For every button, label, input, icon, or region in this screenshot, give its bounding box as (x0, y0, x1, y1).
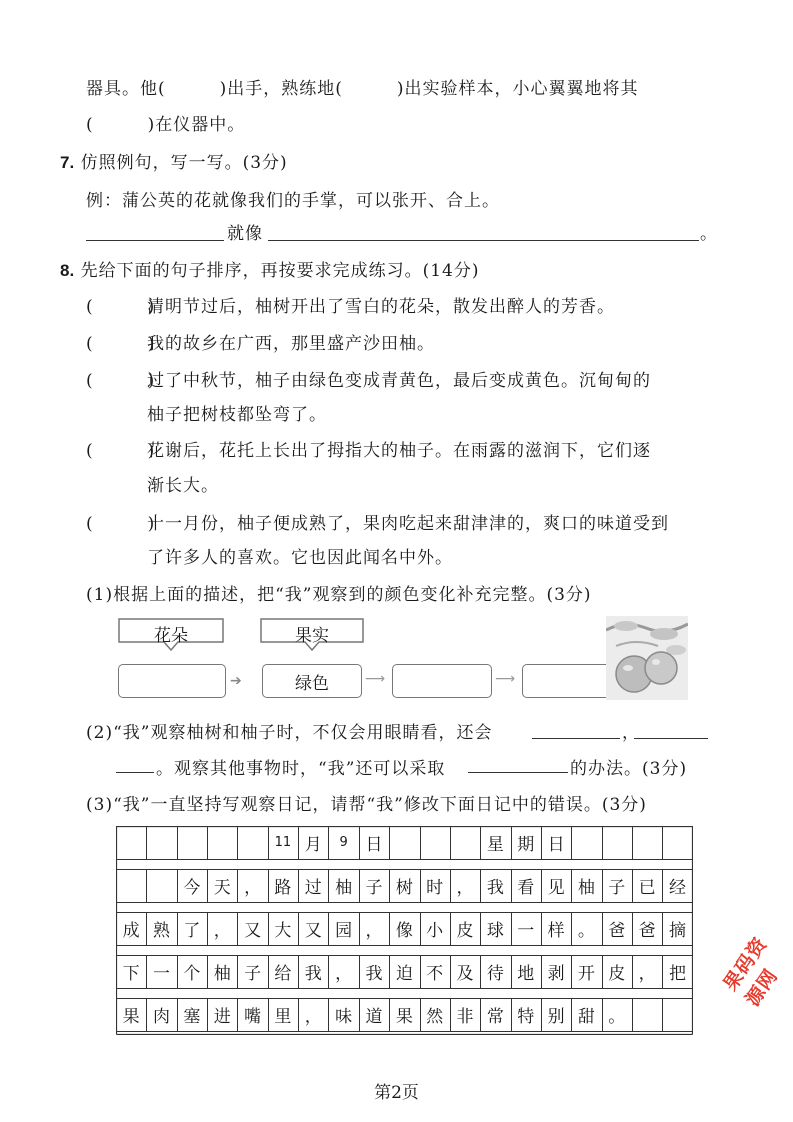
q8-heading (60, 256, 480, 281)
diary-cell: 球 (486, 921, 504, 941)
diary-cell (116, 826, 146, 859)
diary-cell: 期 (517, 835, 535, 855)
diary-cell: 树 (395, 878, 413, 898)
sub2-blank-3[interactable] (116, 772, 154, 773)
diary-cell (237, 826, 267, 859)
diary-cell: 特 (517, 1007, 535, 1027)
q6-line-1: 器具。他( )出手，熟练地( )出实验样本，小心翼翼地将其 (86, 79, 639, 99)
diary-cell: ， (638, 964, 656, 984)
diary-cell: 下 (122, 964, 140, 984)
diary-cell: 看 (517, 878, 535, 898)
diary-cell: 非 (456, 1007, 474, 1027)
q7-blank-1[interactable] (86, 240, 224, 241)
q8-order-bracket[interactable]: ( ) (86, 514, 156, 534)
sub2-blank-1[interactable] (532, 738, 620, 739)
diary-cell: ， (244, 878, 262, 898)
diary-cell (207, 826, 237, 859)
diary-cell: 摘 (668, 921, 686, 941)
sub2-blank-2[interactable] (634, 738, 708, 739)
diary-cell: 时 (426, 878, 444, 898)
q8-item-1: 清明节过后，柚树开出了雪白的花朵，散发出醉人的芳香。 (147, 297, 615, 317)
q8-order-bracket[interactable]: ( ) (86, 334, 156, 354)
diary-cell: 今 (183, 878, 201, 898)
diary-cell: 熟 (153, 921, 171, 941)
diary-cell: 柚 (577, 878, 595, 898)
diary-cell: 皮 (456, 921, 474, 941)
arrow-icon: ⟶ (365, 671, 386, 687)
q7-blank-2[interactable] (268, 240, 699, 241)
diary-cell: 甜 (577, 1007, 595, 1027)
diary-cell: 。 (608, 1007, 626, 1027)
q8-item-3-cont: 柚子把树枝都坠弯了。 (147, 405, 327, 425)
q8-item-4-cont: 渐长大。 (147, 476, 219, 496)
diary-cell: 皮 (608, 964, 626, 984)
green-label: 绿色 (295, 673, 329, 694)
q7-heading (60, 148, 288, 173)
sub2-blank-4[interactable] (468, 772, 568, 773)
diary-cell: ， (304, 1007, 322, 1027)
diary-cell: 进 (213, 1007, 231, 1027)
diary-cell (146, 826, 176, 859)
diary-cell: 地 (517, 964, 535, 984)
diary-cell: 开 (577, 964, 595, 984)
diary-cell (146, 869, 176, 902)
color-box-green (262, 664, 362, 698)
diary-cell: ， (213, 921, 231, 941)
diary-cell: 常 (486, 1007, 504, 1027)
diary-cell: 月 (304, 835, 322, 855)
diary-cell: 爸 (608, 921, 626, 941)
fruit-label: 果实 (295, 625, 329, 646)
fruit-tag (260, 618, 364, 648)
q6-line-2: ( )在仪器中。 (86, 115, 246, 135)
diary-cell: 了 (183, 921, 201, 941)
diary-grid (116, 826, 693, 1035)
watermark-stamp: 果码资源网 (719, 933, 783, 1011)
diary-cell: 及 (456, 964, 474, 984)
diary-cell: 一 (517, 921, 535, 941)
diary-cell: 我 (304, 964, 322, 984)
diary-cell: 把 (668, 964, 686, 984)
diary-cell (450, 826, 480, 859)
q7-title: 仿照例句，写一写。(3分) (80, 153, 288, 173)
diary-cell: 我 (486, 878, 504, 898)
diary-cell: 小 (426, 921, 444, 941)
diary-cell: 迫 (395, 964, 413, 984)
diary-cell: 肉 (153, 1007, 171, 1027)
diary-cell: 大 (274, 921, 292, 941)
diary-cell: 我 (365, 964, 383, 984)
diary-cell (602, 826, 632, 859)
diary-cell: 又 (304, 921, 322, 941)
q7-example: 例：蒲公英的花就像我们的手掌，可以张开、合上。 (86, 191, 500, 211)
diary-cell: 子 (365, 878, 383, 898)
arrow-icon: ➔ (230, 673, 242, 689)
diary-cell: 像 (395, 921, 413, 941)
diary-cell: 又 (244, 921, 262, 941)
q8-number: 8. (60, 261, 75, 280)
diary-cell: 路 (274, 878, 292, 898)
diary-cell: 道 (365, 1007, 383, 1027)
q8-item-5-cont: 了许多人的喜欢。它也因此闻名中外。 (147, 548, 453, 568)
diary-cell: ， (335, 964, 353, 984)
q8-item-2: 我的故乡在广西，那里盛产沙田柚。 (147, 334, 435, 354)
diary-cell: 子 (608, 878, 626, 898)
q8-order-bracket[interactable]: ( ) (86, 441, 156, 461)
q8-sub2-a: (2)“我”观察柚树和柚子时，不仅会用眼睛看，还会 (86, 723, 493, 743)
diary-cell: 个 (183, 964, 201, 984)
diary-cell: 果 (122, 1007, 140, 1027)
diary-cell: 一 (153, 964, 171, 984)
q8-title: 先给下面的句子排序，再按要求完成练习。(14分) (80, 261, 480, 281)
q8-sub1: (1)根据上面的描述，把“我”观察到的颜色变化补充完整。(3分) (86, 585, 592, 605)
q8-order-bracket[interactable]: ( ) (86, 297, 156, 317)
arrow-icon: ⟶ (495, 671, 516, 687)
diary-cell: 果 (395, 1007, 413, 1027)
diary-cell: 柚 (213, 964, 231, 984)
diary-cell: 里 (274, 1007, 292, 1027)
q8-sub2-c: 的办法。(3分) (570, 759, 688, 779)
q8-item-4: 花谢后，花托上长出了拇指大的柚子。在雨露的滋润下，它们逐 (147, 441, 651, 461)
diary-cell: 柚 (335, 878, 353, 898)
flower-label: 花朵 (154, 625, 188, 646)
q8-sub3: (3)“我”一直坚持写观察日记，请帮“我”修改下面日记中的错误。(3分) (86, 795, 647, 815)
diary-cell: 样 (547, 921, 565, 941)
diary-cell: 塞 (183, 1007, 201, 1027)
diary-cell: 经 (668, 878, 686, 898)
diary-cell (420, 826, 450, 859)
diary-cell: 子 (244, 964, 262, 984)
diary-cell (662, 998, 692, 1031)
q8-sub2-b: 。观察其他事物时，“我”还可以采取 (156, 759, 446, 779)
diary-cell (571, 826, 601, 859)
q7-blank-word: 就像 (227, 224, 263, 244)
diary-cell (632, 998, 662, 1031)
diary-cell: 给 (274, 964, 292, 984)
q8-item-3: 过了中秋节，柚子由绿色变成青黄色，最后变成黄色。沉甸甸的 (147, 371, 651, 391)
diary-cell: 日 (547, 835, 565, 855)
diary-cell: ， (365, 921, 383, 941)
diary-cell (177, 826, 207, 859)
diary-cell: 爸 (638, 921, 656, 941)
diary-cell: 成 (122, 921, 140, 941)
diary-cell: 然 (426, 1007, 444, 1027)
diary-cell: 剥 (547, 964, 565, 984)
diary-cell (116, 869, 146, 902)
q8-item-5: 十一月份，柚子便成熟了，果肉吃起来甜津津的，爽口的味道受到 (147, 514, 669, 534)
diary-cell: 味 (335, 1007, 353, 1027)
diary-cell: ， (456, 878, 474, 898)
diary-cell: 9 (339, 835, 348, 850)
color-box-flower[interactable] (118, 664, 226, 698)
color-box-middle[interactable] (392, 664, 492, 698)
q7-end-mark: 。 (700, 224, 718, 244)
diary-cell: 已 (638, 878, 656, 898)
diary-cell: 园 (335, 921, 353, 941)
diary-cell: 别 (547, 1007, 565, 1027)
diary-cell: 。 (577, 921, 595, 941)
diary-cell: 日 (365, 835, 383, 855)
diary-cell: 过 (304, 878, 322, 898)
page-number: 第2页 (374, 1083, 419, 1103)
diary-cell (632, 826, 662, 859)
q7-number: 7. (60, 153, 75, 172)
q8-order-bracket[interactable]: ( ) (86, 371, 156, 391)
diary-cell: 11 (274, 835, 292, 850)
pomelo-photo-icon (606, 616, 688, 700)
flower-tag (118, 618, 224, 648)
diary-cell: 星 (486, 835, 504, 855)
diary-cell: 不 (426, 964, 444, 984)
diary-cell: 嘴 (244, 1007, 262, 1027)
sub2-comma: ， (622, 723, 640, 743)
diary-cell (389, 826, 419, 859)
diary-cell: 见 (547, 878, 565, 898)
diary-cell: 天 (213, 878, 231, 898)
diary-cell: 待 (486, 964, 504, 984)
